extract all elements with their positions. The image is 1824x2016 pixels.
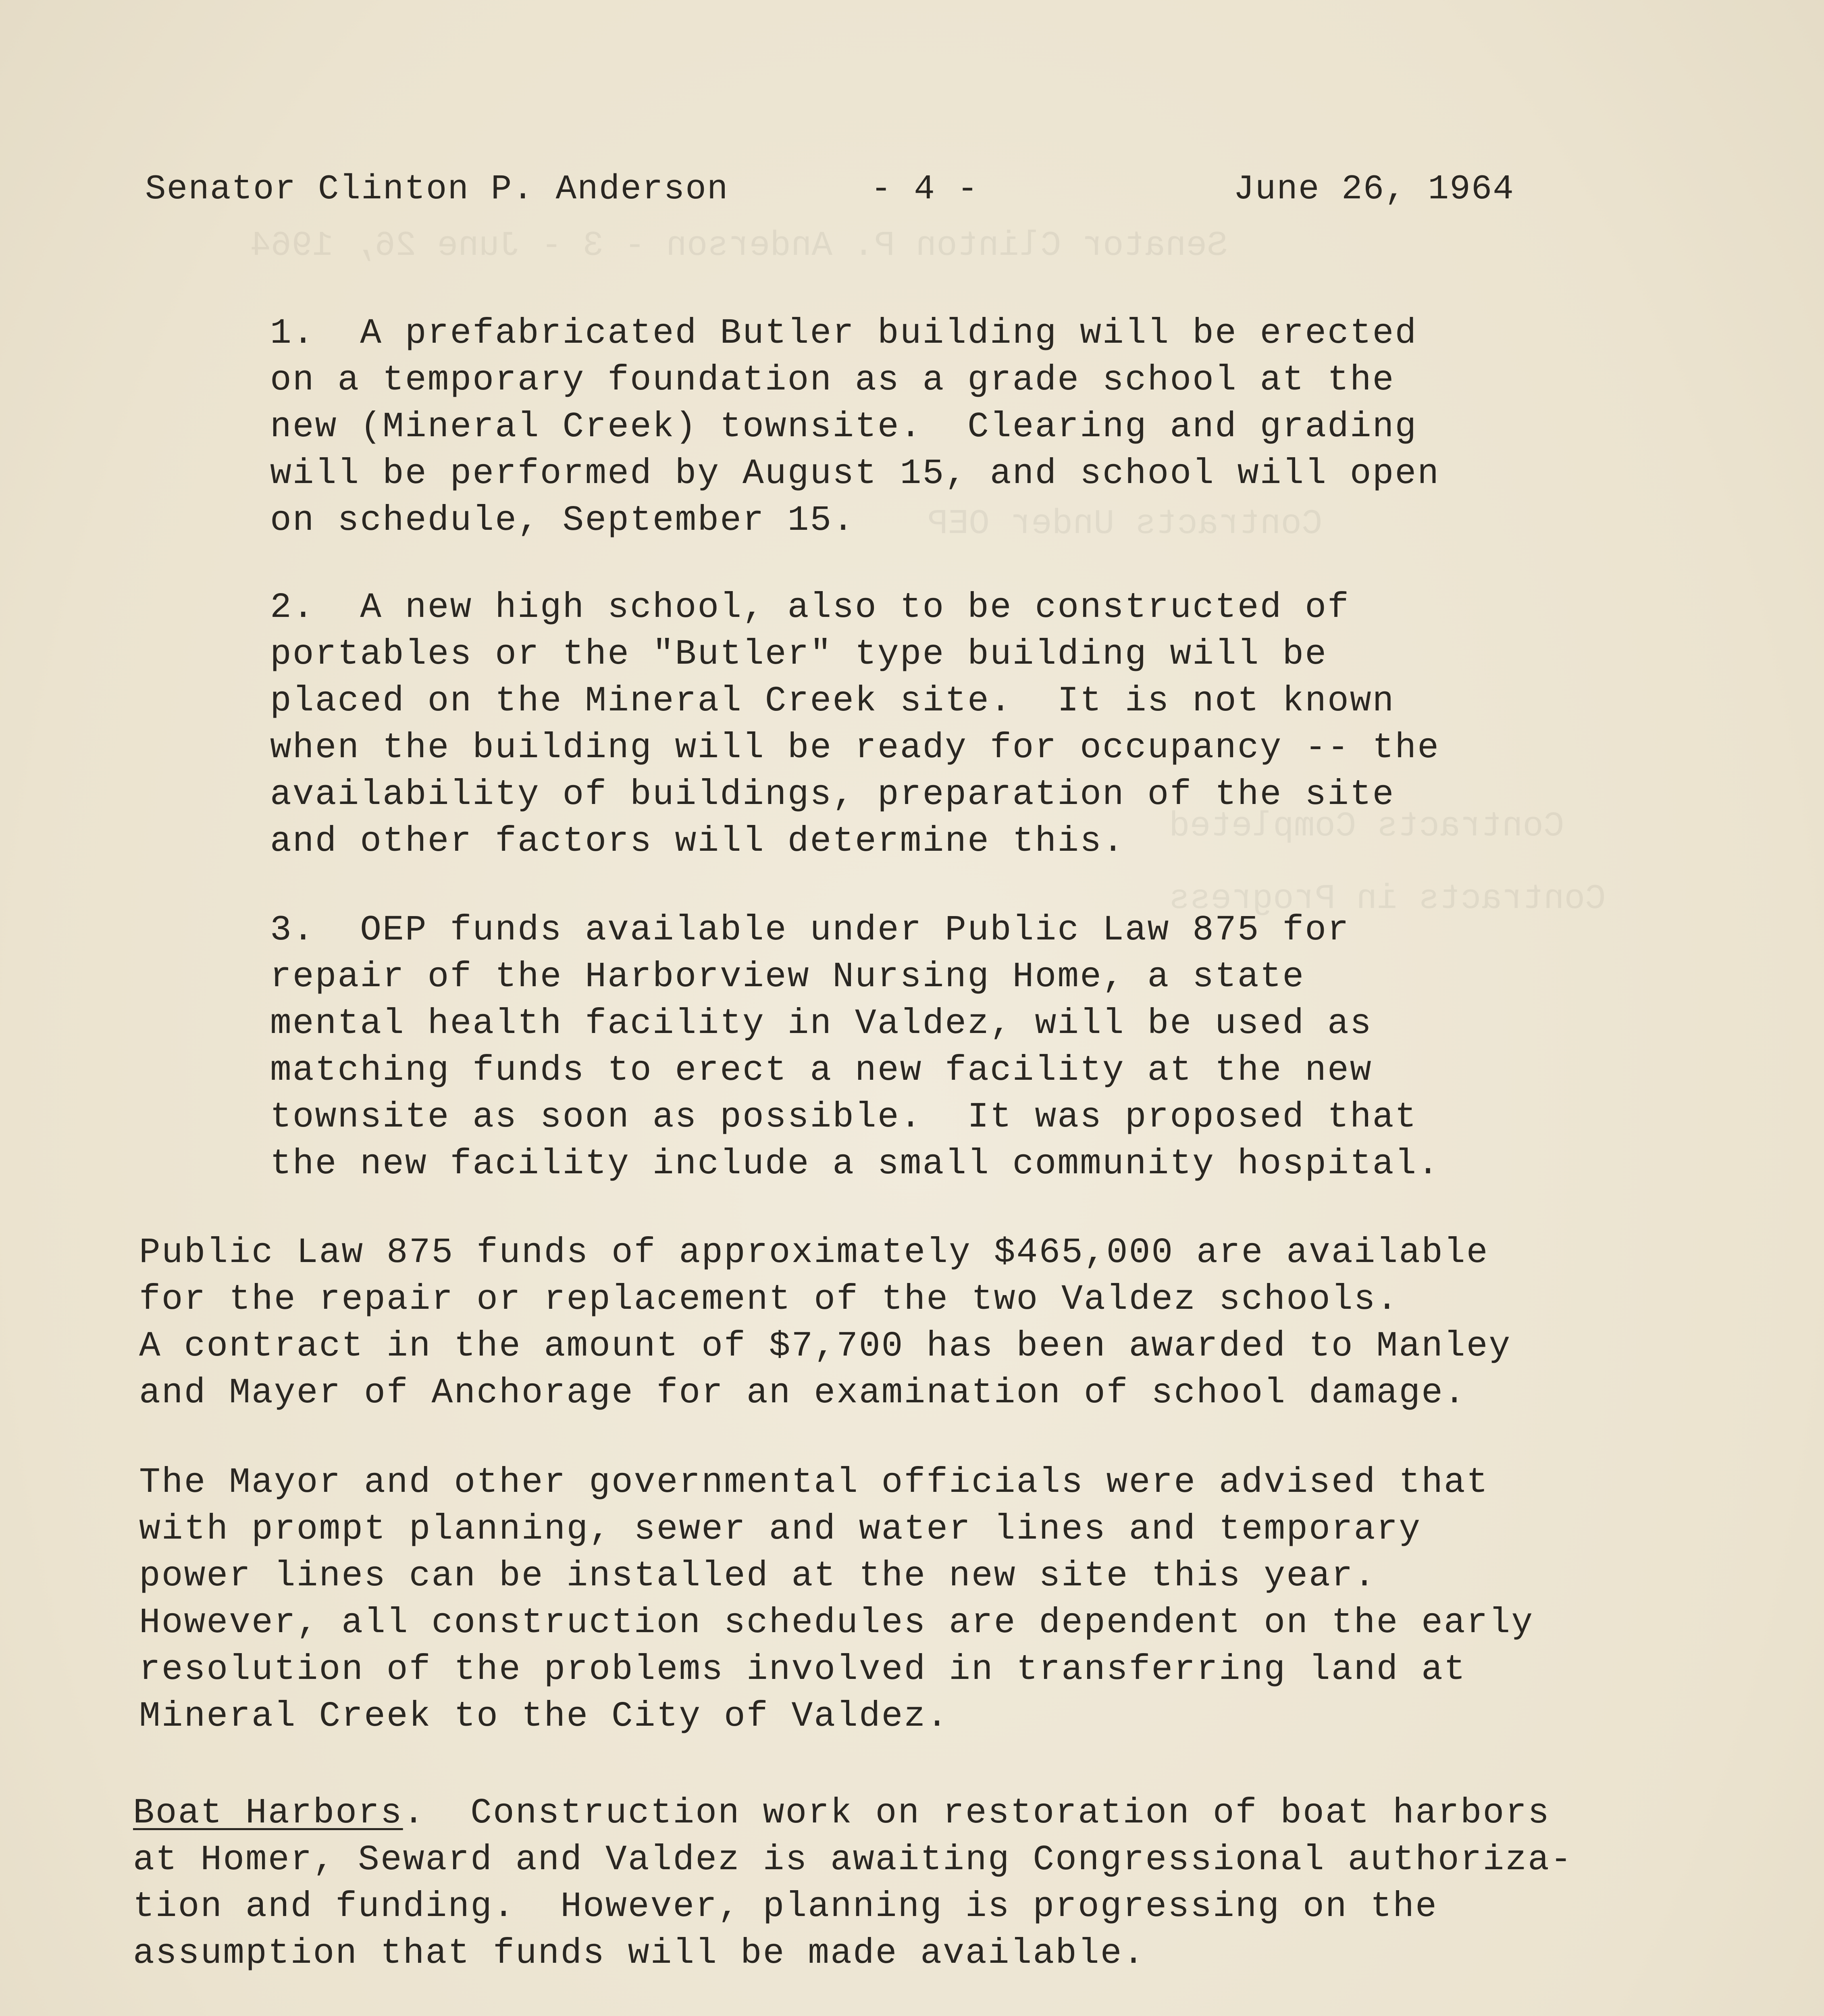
item-line: will be performed by August 15, and school will open <box>270 454 1440 494</box>
paragraph-line: However, all construction schedules are dependent on the early <box>139 1603 1534 1643</box>
paragraph-line: . Construction work on restoration of boat harbors <box>403 1793 1550 1833</box>
paragraph-line: at Homer, Seward and Valdez is awaiting Congressional authoriza- <box>133 1840 1573 1880</box>
header-date: June 26, 1964 <box>1233 169 1514 209</box>
paragraph-public-law <box>139 1230 1511 1417</box>
paragraph-line: assumption that funds will be made available. <box>133 1934 1146 1974</box>
paragraph-line: for the repair or replacement of the two Valdez schools. <box>139 1280 1399 1320</box>
item-1 <box>270 310 1440 544</box>
item-number: 1. <box>270 314 315 354</box>
header-page-number: - 4 - <box>871 169 979 209</box>
bleed-line: Contracts Completed <box>1169 806 1564 846</box>
paragraph-mayor <box>139 1460 1534 1740</box>
bleed-line: Contracts Under OEP <box>927 504 1323 544</box>
section-heading: Boat Harbors <box>133 1793 403 1833</box>
item-line: on a temporary foundation as a grade school at the <box>270 360 1395 400</box>
paragraph-line: Mineral Creek to the City of Valdez. <box>139 1697 949 1737</box>
bleed-line: Contracts in Progress <box>1169 879 1606 918</box>
item-number: 2. <box>270 588 315 628</box>
item-line: repair of the Harborview Nursing Home, a state <box>270 957 1305 997</box>
item-line: OEP funds available under Public Law 875 for <box>360 910 1350 950</box>
item-line: and other factors will determine this. <box>270 822 1125 862</box>
item-line: townsite as soon as possible. It was proposed that <box>270 1098 1418 1137</box>
item-line: portables or the "Butler" type building will be <box>270 635 1328 675</box>
item-line: on schedule, September 15. <box>270 501 855 541</box>
paragraph-line: resolution of the problems involved in transferring land at <box>139 1650 1466 1690</box>
header-recipient: Senator Clinton P. Anderson <box>145 169 729 209</box>
item-number: 3. <box>270 910 315 950</box>
paragraph-line: Public Law 875 funds of approximately $465,000 are available <box>139 1233 1489 1273</box>
paragraph-boat-harbors <box>133 1790 1573 1977</box>
paragraph-line: and Mayer of Anchorage for an examination of school damage. <box>139 1373 1466 1413</box>
item-line: A new high school, also to be constructed of <box>360 588 1350 628</box>
item-line: mental health facility in Valdez, will be used as <box>270 1004 1373 1044</box>
item-line: placed on the Mineral Creek site. It is not known <box>270 681 1395 721</box>
paragraph-line: The Mayor and other governmental officials were advised that <box>139 1463 1489 1503</box>
item-line: availability of buildings, preparation of the site <box>270 775 1395 815</box>
page-header <box>145 169 1572 218</box>
paragraph-line: A contract in the amount of $7,700 has been awarded to Manley <box>139 1327 1512 1366</box>
item-line: new (Mineral Creek) townsite. Clearing and grading <box>270 407 1418 447</box>
paragraph-line: with prompt planning, sewer and water lines and temporary <box>139 1510 1422 1549</box>
paragraph-line: tion and funding. However, planning is progressing on the <box>133 1887 1438 1927</box>
paragraph-line: power lines can be installed at the new site this year. <box>139 1556 1377 1596</box>
item-line: when the building will be ready for occupancy -- the <box>270 728 1440 768</box>
item-3 <box>270 907 1440 1188</box>
item-line: the new facility include a small community hospital. <box>270 1144 1440 1184</box>
item-2 <box>270 585 1440 865</box>
item-line: A prefabricated Butler building will be erected <box>360 314 1418 354</box>
bleed-line: Senator Clinton P. Anderson - 3 - June 26, 1964 <box>250 226 1228 265</box>
item-line: matching funds to erect a new facility at the new <box>270 1051 1373 1091</box>
